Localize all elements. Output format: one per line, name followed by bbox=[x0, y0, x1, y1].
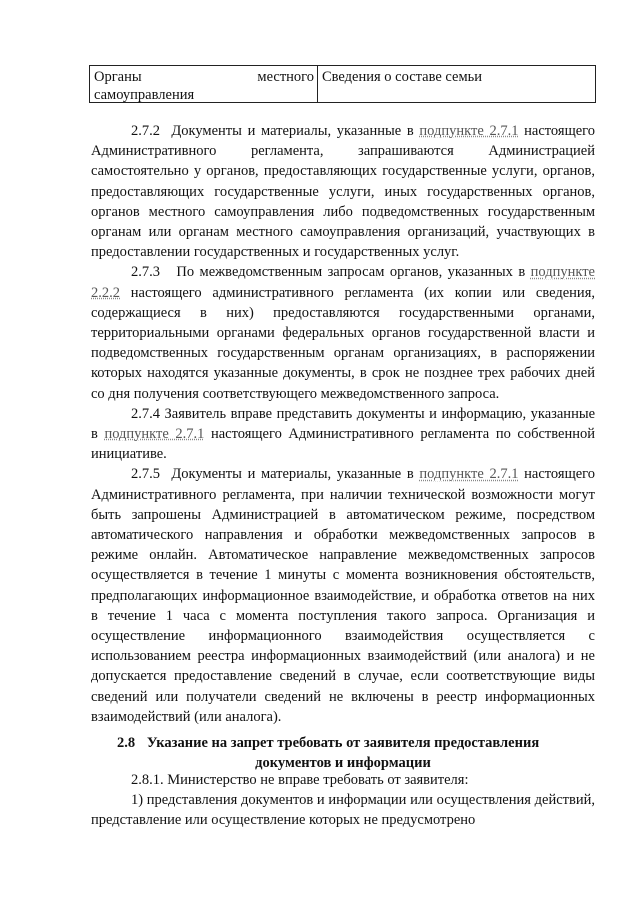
subclause-link[interactable]: подпункте 2.7.1 bbox=[104, 426, 205, 443]
list-item: 1) представления документов и информации или осуществления действий, представление или осуществление которых не предусмотрено bbox=[91, 792, 595, 829]
clause-2-7-3 bbox=[91, 262, 595, 403]
clause-text: настоящего административного регламента (их копии или сведения, содержащиеся в них) предоставляются государственными органами, территориальными органами федеральных органов государственной власти и подведомственных государственным органам организациях, в распоряжении которых находятся указанные документы, в срок не позднее трех рабочих дней со дня получения соответствующего межведомственного запроса. bbox=[91, 284, 595, 402]
clause-2-7-4 bbox=[91, 404, 595, 465]
info-table bbox=[89, 65, 596, 103]
clauses-2-7 bbox=[91, 121, 595, 727]
clause-number: 2.7.4 bbox=[131, 405, 160, 422]
clause-text: Заявитель вправе представить документы и информацию, указанные в bbox=[91, 405, 596, 443]
section-heading bbox=[91, 733, 595, 773]
section-title-line: документов и информации bbox=[255, 755, 431, 771]
clause-text: настоящего Административного регламента по собственной инициативе. bbox=[91, 426, 595, 463]
clause-text: Документы и материалы, указанные в bbox=[171, 123, 420, 139]
subclause-link[interactable]: подпункте 2.7.1 bbox=[419, 123, 519, 139]
clause-2-7-5 bbox=[91, 464, 595, 727]
clause-text: настоящего Административного регламента, при наличии технической возможности могут быть запрошены Администрацией в автоматическом режиме, посредством автоматического направления и обработки межведомственных запросов в режиме онлайн. Автоматическое направление межведомственных запросов осуществляется в течение 1 минуты с момента возникновения обстоятельств, предполагающих информационное взаимодействие, и обработка ответов на них в течение 1 часа с момента поступления такого запроса. Организация и осуществление информационного взаимодействия осуществляется с использованием реестра информационных взаимодействий (или аналога) и не допускается предоставление сведений в случае, если соответствующие виды сведений или получатели сведений не включены в реестр информационных взаимодействий (или аналога). bbox=[91, 466, 595, 725]
table-cell-info: Сведения о составе семьи bbox=[322, 69, 483, 85]
clause-text: Документы и материалы, указанные в bbox=[171, 466, 420, 483]
clause-2-8-1: 2.8.1. Министерство не вправе требовать от заявителя: bbox=[131, 772, 469, 788]
clause-number: 2.7.3 bbox=[131, 264, 160, 281]
clause-text: По межведомственным запросам органов, указанных в bbox=[176, 264, 531, 281]
clause-number: 2.7.5 bbox=[131, 466, 160, 483]
table-cell-text: Органы bbox=[94, 69, 142, 85]
section-title-line: Указание на запрет требовать от заявителя предоставления bbox=[146, 735, 540, 751]
clauses-2-8 bbox=[91, 770, 595, 831]
clause-number: 2.7.2 bbox=[131, 123, 160, 139]
subclause-link[interactable]: подпункте 2.2.2 bbox=[91, 264, 595, 301]
table-cell-text: самоуправления bbox=[94, 87, 195, 103]
clause-text: настоящего Административного регламента, запрашиваются Администрацией самостоятельно у органов, предоставляющих государственные услуги, органов, предоставляющих государственные услуги, иных государственных органов, органов местного самоуправления либо подведомственных государственным органам или органам местного самоуправления организаций, участвующих в предоставлении государственных и государственных услуг. bbox=[91, 123, 595, 261]
table-cell-text: местного bbox=[257, 69, 314, 85]
clause-2-7-2 bbox=[91, 121, 595, 262]
section-number: 2.8 bbox=[117, 735, 136, 751]
subclause-link[interactable]: подпункте 2.7.1 bbox=[419, 466, 519, 483]
table-cell-authority bbox=[90, 66, 318, 102]
